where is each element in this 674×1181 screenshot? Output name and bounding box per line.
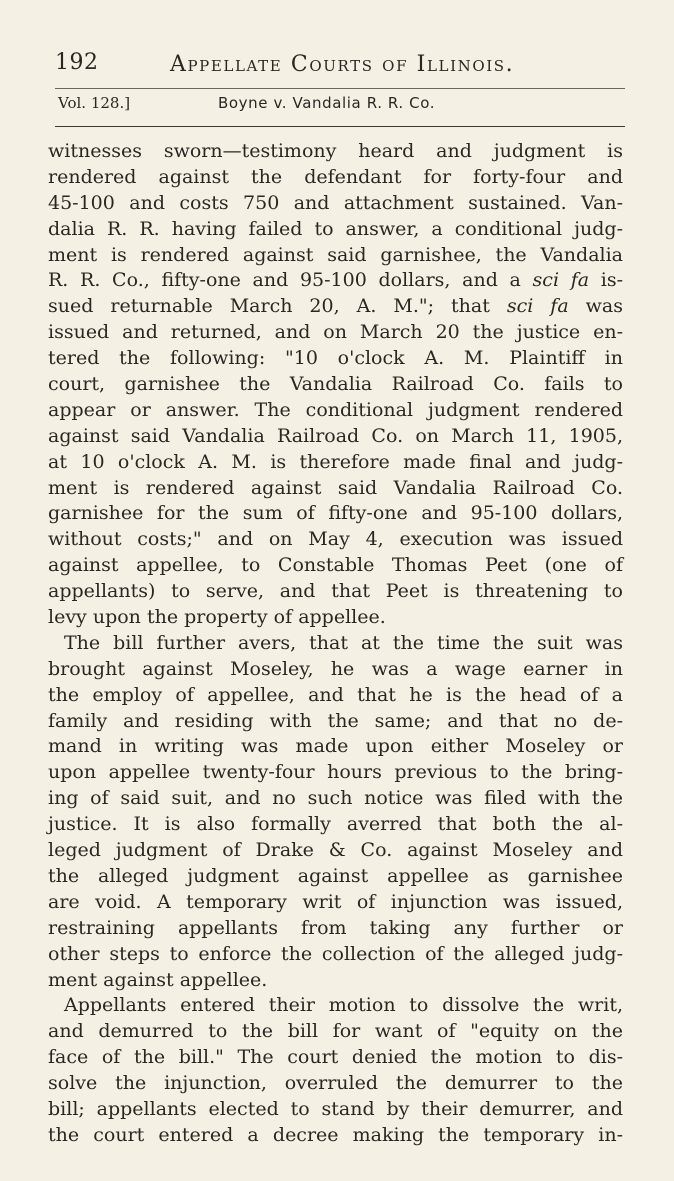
text-line: other steps to enforce the collection of the alleged judg-	[48, 942, 623, 965]
text-line: without costs;" and on May 4, execution was issued	[48, 528, 623, 551]
case-header	[58, 94, 628, 114]
text-segment: is-	[589, 269, 623, 292]
text-line: leged judgment of Drake & Co. against Moseley and	[48, 839, 623, 862]
text-line: the alleged judgment against appellee as garnishee	[48, 864, 623, 887]
italic-term: sci fa	[532, 269, 590, 292]
text-line: the employ of appellee, and that he is the head of a	[48, 683, 623, 706]
text-line	[48, 268, 623, 294]
text-line: restraining appellants from taking any further or	[48, 916, 623, 939]
text-line: The bill further avers, that at the time the suit was	[64, 631, 623, 654]
text-line: the court entered a decree making the temporary in-	[48, 1123, 623, 1146]
text-segment: sued returnable March 20, A. M."; that	[48, 295, 507, 318]
text-line: against said Vandalia Railroad Co. on March 11, 1905,	[48, 424, 623, 447]
text-line: rendered against the defendant for forty-four and	[48, 165, 623, 188]
text-line: Appellants entered their motion to dissolve the writ,	[64, 994, 623, 1017]
text-line: against appellee, to Constable Thomas Peet (one of	[48, 554, 623, 577]
text-line	[48, 294, 623, 320]
text-line: mand in writing was made upon either Moseley or	[48, 735, 623, 758]
text-line: bill; appellants elected to stand by their demurrer, and	[48, 1097, 623, 1120]
text-line: upon appellee twenty-four hours previous to the bring-	[48, 761, 623, 784]
text-line: appear or answer. The conditional judgment rendered	[48, 398, 623, 421]
text-line: ment against appellee.	[48, 968, 268, 991]
volume-label: Vol. 128.]	[58, 94, 131, 112]
text-line: court, garnishee the Vandalia Railroad Co. fails to	[48, 373, 623, 396]
header-rule-top	[55, 88, 625, 89]
text-line: face of the bill." The court denied the motion to dis-	[48, 1046, 623, 1069]
text-line: tered the following: "10 o'clock A. M. Plaintiff in	[48, 347, 623, 370]
body-text	[48, 139, 623, 1149]
text-segment: was	[568, 295, 623, 318]
text-line: issued and returned, and on March 20 the justice en-	[48, 321, 623, 344]
text-line: garnishee for the sum of fifty-one and 95-100 dollars,	[48, 502, 623, 525]
text-line: ment is rendered against said Vandalia Railroad Co.	[48, 476, 623, 499]
case-title: Boyne v. Vandalia R. R. Co.	[218, 94, 436, 112]
page-header	[55, 50, 625, 80]
text-line: at 10 o'clock A. M. is therefore made final and judg-	[48, 450, 623, 473]
text-line: appellants) to serve, and that Peet is threatening to	[48, 580, 623, 603]
text-line: ment is rendered against said garnishee, the Vandalia	[48, 243, 623, 266]
running-title: Appellate Courts of Illinois.	[170, 52, 515, 77]
text-line: family and residing with the same; and that no de-	[48, 709, 623, 732]
text-line: are void. A temporary writ of injunction was issued,	[48, 890, 623, 913]
text-line: justice. It is also formally averred that both the al-	[48, 813, 623, 836]
text-segment: R. R. Co., fifty-one and 95-100 dollars, and a	[48, 269, 533, 292]
text-line: and demurred to the bill for want of "equity on the	[48, 1020, 623, 1043]
text-line: 45-100 and costs 750 and attachment sustained. Van-	[48, 191, 623, 214]
text-line: brought against Moseley, he was a wage earner in	[48, 657, 623, 680]
text-line: levy upon the property of appellee.	[48, 606, 386, 629]
page-number: 192	[55, 50, 99, 75]
text-line: dalia R. R. having failed to answer, a conditional judg-	[48, 217, 623, 240]
text-line: ing of said suit, and no such notice was filed with the	[48, 787, 623, 810]
header-rule-bottom	[55, 126, 625, 127]
text-line: solve the injunction, overruled the demurrer to the	[48, 1072, 623, 1095]
italic-term: sci fa	[506, 295, 569, 318]
text-line: witnesses sworn—testimony heard and judgment is	[48, 140, 623, 162]
